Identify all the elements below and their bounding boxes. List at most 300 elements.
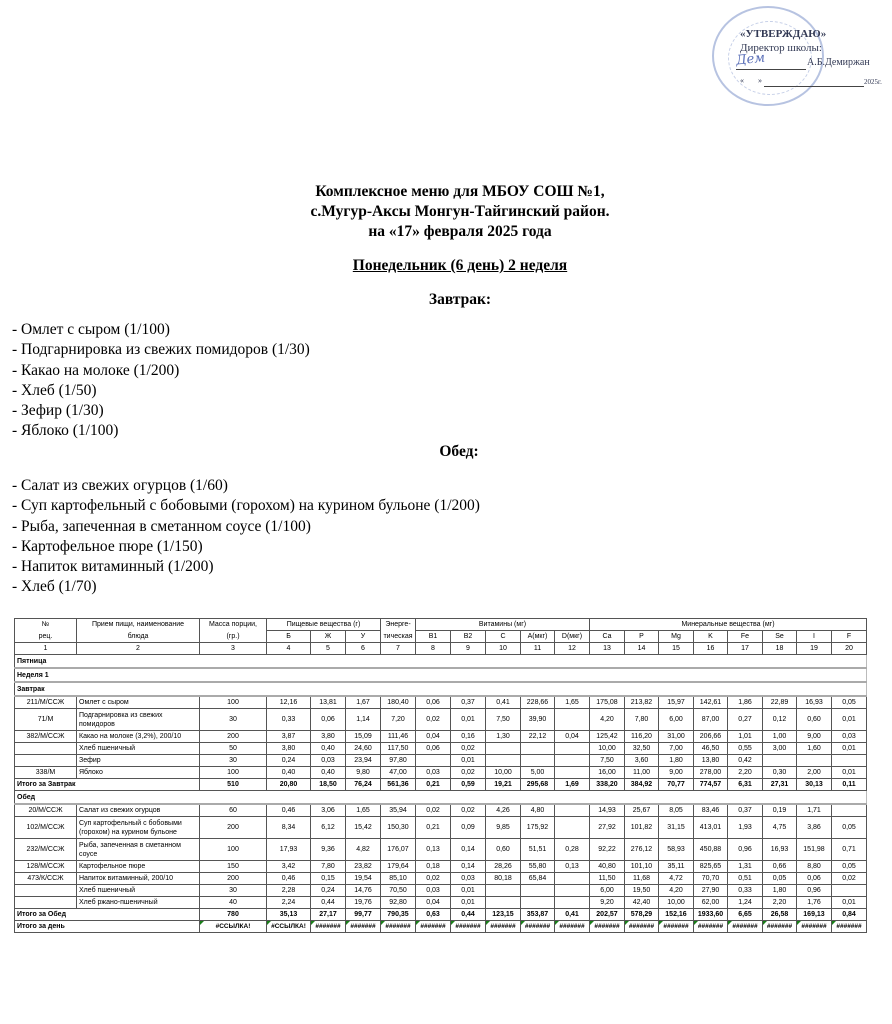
cell-value: 0,05 (832, 817, 867, 839)
cell-value: 28,26 (486, 861, 521, 873)
date-open: « (740, 76, 744, 85)
approval-stamp (712, 6, 884, 106)
cell-value: 30 (200, 755, 267, 767)
menu-day-text: Понедельник (6 день) 2 неделя (352, 257, 568, 274)
col-header-mass-2: (гр.) (200, 631, 267, 643)
cell-value: 116,20 (625, 731, 659, 743)
col-subheader: C (486, 631, 521, 643)
cell-value: 142,61 (694, 696, 728, 709)
list-item: - Хлеб (1/70) (12, 578, 97, 596)
total-value: ####### (521, 921, 555, 933)
cell-value: 0,60 (797, 709, 832, 731)
cell-value: 0,33 (267, 709, 311, 731)
cell-value: 111,46 (381, 731, 416, 743)
total-value: 123,15 (486, 909, 521, 921)
cell-value: 8,80 (797, 861, 832, 873)
cell-value: 58,93 (659, 839, 694, 861)
total-label: Итого за Завтрак (15, 779, 200, 791)
breakfast-heading: Завтрак: (428, 291, 492, 308)
cell-value: 9,36 (311, 839, 346, 861)
cell-value: 40 (200, 897, 267, 909)
cell-value: 47,00 (381, 767, 416, 779)
menu-title-date: на «17» февраля 2025 года (368, 223, 552, 240)
cell-value: 1,80 (659, 755, 694, 767)
total-value: 76,24 (346, 779, 381, 791)
cell-value: 8,34 (267, 817, 311, 839)
list-item: - Зефир (1/30) (12, 402, 104, 420)
cell-value: 179,64 (381, 861, 416, 873)
cell-value: 30 (200, 709, 267, 731)
cell-value: 1,14 (346, 709, 381, 731)
total-value: 18,50 (311, 779, 346, 791)
cell-value: 0,41 (486, 696, 521, 709)
cell-value: 60 (200, 804, 267, 817)
total-value: 35,13 (267, 909, 311, 921)
cell-value: 22,89 (763, 696, 797, 709)
cell-value (832, 804, 867, 817)
cell-value: 117,50 (381, 743, 416, 755)
cell-value: 13,81 (311, 696, 346, 709)
cell-value: 87,00 (694, 709, 728, 731)
cell-value: 101,82 (625, 817, 659, 839)
cell-value: 2,20 (728, 767, 763, 779)
cell-value (555, 743, 590, 755)
cell-value: 23,82 (346, 861, 381, 873)
total-value: 0,11 (832, 779, 867, 791)
total-value: ####### (728, 921, 763, 933)
dish-name: Подгарнировка из свежих помидоров (77, 709, 200, 731)
cell-value: 11,50 (590, 873, 625, 885)
list-item: - Яблоко (1/100) (12, 422, 119, 440)
table-row (15, 885, 867, 897)
cell-value: 92,22 (590, 839, 625, 861)
cell-value: 3,87 (267, 731, 311, 743)
recipe-number: 102/М/ССЖ (15, 817, 77, 839)
cell-value: 0,96 (728, 839, 763, 861)
cell-value: 0,06 (416, 743, 451, 755)
cell-value: 9,00 (659, 767, 694, 779)
total-value: 70,77 (659, 779, 694, 791)
cell-value: 0,04 (416, 731, 451, 743)
approval-heading: «УТВЕРЖДАЮ» (740, 28, 827, 40)
cell-value: 7,00 (659, 743, 694, 755)
col-number: 10 (486, 643, 521, 655)
lunch-list (12, 476, 480, 598)
total-value: 578,29 (625, 909, 659, 921)
cell-value: 101,10 (625, 861, 659, 873)
cell-value: 0,01 (832, 743, 867, 755)
header-row-1 (15, 619, 867, 631)
table-row (15, 897, 867, 909)
cell-value: 0,03 (416, 885, 451, 897)
total-value: 561,36 (381, 779, 416, 791)
day-total-row (15, 921, 867, 933)
col-subheader: B2 (451, 631, 486, 643)
cell-value: 0,01 (451, 885, 486, 897)
col-header-vitamins: Витамины (мг) (416, 619, 590, 631)
cell-value: 9,00 (797, 731, 832, 743)
cell-value: 0,13 (555, 861, 590, 873)
cell-value: 10,00 (590, 743, 625, 755)
cell-value: 0,04 (416, 897, 451, 909)
nutrition-table (14, 618, 867, 933)
cell-value: 125,42 (590, 731, 625, 743)
cell-value: 150 (200, 861, 267, 873)
cell-value (521, 885, 555, 897)
col-number: 16 (694, 643, 728, 655)
col-number: 12 (555, 643, 590, 655)
cell-value: 17,93 (267, 839, 311, 861)
col-number: 1 (15, 643, 77, 655)
cell-value: 1,80 (763, 885, 797, 897)
cell-value: 0,30 (763, 767, 797, 779)
cell-value: 10,00 (486, 767, 521, 779)
cell-value: 0,40 (267, 767, 311, 779)
col-header-mass: Масса порции, (200, 619, 267, 631)
cell-value: 11,68 (625, 873, 659, 885)
cell-value: 0,15 (311, 873, 346, 885)
total-value: ####### (763, 921, 797, 933)
cell-value: 0,04 (555, 731, 590, 743)
total-value: 0,63 (416, 909, 451, 921)
cell-value: 0,02 (416, 709, 451, 731)
total-value: 338,20 (590, 779, 625, 791)
cell-value: 200 (200, 873, 267, 885)
total-value: 169,13 (797, 909, 832, 921)
cell-value: 1,31 (728, 861, 763, 873)
cell-value: 0,21 (416, 817, 451, 839)
col-subheader: Fe (728, 631, 763, 643)
cell-value: 0,01 (832, 897, 867, 909)
total-value: 0,44 (451, 909, 486, 921)
cell-value: 3,42 (267, 861, 311, 873)
cell-value: 1,71 (797, 804, 832, 817)
total-value: 202,57 (590, 909, 625, 921)
cell-value: 0,06 (797, 873, 832, 885)
total-value: #ССЫЛКА! (200, 921, 267, 933)
approval-name: А.Б.Демиржан (807, 57, 870, 68)
total-value: ####### (311, 921, 346, 933)
cell-value (555, 897, 590, 909)
total-value: ####### (590, 921, 625, 933)
cell-value: 0,60 (486, 839, 521, 861)
dish-name: Суп картофельный с бобовыми (горохом) на курином бульоне (77, 817, 200, 839)
cell-value: 0,13 (416, 839, 451, 861)
cell-value (555, 709, 590, 731)
cell-value: 0,05 (763, 873, 797, 885)
total-value: ####### (346, 921, 381, 933)
total-value: 774,57 (694, 779, 728, 791)
cell-value (486, 743, 521, 755)
dish-name: Напиток витаминный, 200/10 (77, 873, 200, 885)
cell-value: 1,67 (346, 696, 381, 709)
approval-year: 2025г. (864, 78, 882, 86)
dish-name: Хлеб пшеничный (77, 743, 200, 755)
cell-value: 0,14 (451, 861, 486, 873)
dish-name: Рыба, запеченная в сметанном соусе (77, 839, 200, 861)
cell-value: 176,07 (381, 839, 416, 861)
col-header-nutrients: Пищевые вещества (г) (267, 619, 381, 631)
cell-value: 80,18 (486, 873, 521, 885)
cell-value (486, 885, 521, 897)
dish-name: Хлеб пшеничный (77, 885, 200, 897)
section-breakfast (15, 682, 867, 696)
col-header-energy-2: тическая (381, 631, 416, 643)
cell-value: 0,03 (416, 767, 451, 779)
cell-value: 16,93 (797, 696, 832, 709)
cell-value: 1,76 (797, 897, 832, 909)
cell-value: 1,01 (728, 731, 763, 743)
cell-value: 0,55 (728, 743, 763, 755)
list-item: - Салат из свежих огурцов (1/60) (12, 477, 228, 494)
cell-value: 9,20 (590, 897, 625, 909)
table-row (15, 755, 867, 767)
cell-value: 97,80 (381, 755, 416, 767)
cell-value: 39,90 (521, 709, 555, 731)
cell-value: 35,11 (659, 861, 694, 873)
cell-value: 22,12 (521, 731, 555, 743)
cell-value: 35,94 (381, 804, 416, 817)
col-subheader: D(мкг) (555, 631, 590, 643)
recipe-number: 473/К/ССЖ (15, 873, 77, 885)
cell-value: 6,12 (311, 817, 346, 839)
cell-value: 0,51 (728, 873, 763, 885)
cell-value: 4,20 (659, 885, 694, 897)
cell-value: 151,98 (797, 839, 832, 861)
cell-value: 62,00 (694, 897, 728, 909)
cell-value: 0,96 (797, 885, 832, 897)
table-row (15, 804, 867, 817)
dish-name: Хлеб ржано-пшеничный (77, 897, 200, 909)
col-number: 20 (832, 643, 867, 655)
cell-value: 19,54 (346, 873, 381, 885)
col-subheader: Mg (659, 631, 694, 643)
cell-value: 23,94 (346, 755, 381, 767)
list-item: - Напиток витаминный (1/200) (12, 558, 214, 576)
cell-value: 3,60 (625, 755, 659, 767)
cell-value: 5,00 (521, 767, 555, 779)
cell-value: 200 (200, 731, 267, 743)
cell-value: 27,92 (590, 817, 625, 839)
col-number: 9 (451, 643, 486, 655)
cell-value: 0,09 (451, 817, 486, 839)
cell-value: 0,14 (451, 839, 486, 861)
cell-value: 70,70 (694, 873, 728, 885)
total-value: 99,77 (346, 909, 381, 921)
cell-value: 0,18 (416, 861, 451, 873)
cell-value: 1,00 (763, 731, 797, 743)
table-row (15, 817, 867, 839)
col-number: 2 (77, 643, 200, 655)
total-value: ####### (486, 921, 521, 933)
col-subheader: A(мкг) (521, 631, 555, 643)
header-row-2 (15, 631, 867, 643)
cell-value: 0,37 (451, 696, 486, 709)
total-value: 353,87 (521, 909, 555, 921)
cell-value: 0,01 (451, 709, 486, 731)
cell-value: 7,20 (381, 709, 416, 731)
dish-name: Зефир (77, 755, 200, 767)
cell-value: 3,06 (311, 804, 346, 817)
col-subheader: K (694, 631, 728, 643)
dish-name: Яблоко (77, 767, 200, 779)
total-value: ####### (416, 921, 451, 933)
cell-value: 4,20 (590, 709, 625, 731)
cell-value (555, 767, 590, 779)
cell-value (521, 755, 555, 767)
recipe-number: 211/М/ССЖ (15, 696, 77, 709)
breakfast-list (12, 320, 310, 442)
cell-value: 100 (200, 696, 267, 709)
recipe-number: 71/М (15, 709, 77, 731)
table-row (15, 696, 867, 709)
cell-value: 51,51 (521, 839, 555, 861)
cell-value: 100 (200, 767, 267, 779)
cell-value: 15,09 (346, 731, 381, 743)
cell-value: 0,24 (311, 885, 346, 897)
cell-value: 9,80 (346, 767, 381, 779)
cell-value: 0,05 (832, 861, 867, 873)
cell-value: 0,03 (451, 873, 486, 885)
total-value: 20,80 (267, 779, 311, 791)
section-breakfast-label: Завтрак (15, 682, 867, 696)
dish-name: Салат из свежих огурцов (77, 804, 200, 817)
cell-value: 55,80 (521, 861, 555, 873)
cell-value: 0,01 (451, 897, 486, 909)
cell-value: 32,50 (625, 743, 659, 755)
cell-value (555, 804, 590, 817)
cell-value: 0,03 (832, 731, 867, 743)
cell-value: 0,01 (451, 755, 486, 767)
cell-value: 180,40 (381, 696, 416, 709)
total-label: Итого за день (15, 921, 200, 933)
list-item: - Суп картофельный с бобовыми (горохом) на курином бульоне (1/200) (12, 497, 480, 515)
cell-value: 70,50 (381, 885, 416, 897)
cell-value: 2,24 (267, 897, 311, 909)
cell-value (555, 755, 590, 767)
date-close: » (758, 76, 762, 85)
cell-value: 42,40 (625, 897, 659, 909)
total-value: #ССЫЛКА! (267, 921, 311, 933)
cell-value: 0,02 (451, 804, 486, 817)
total-value: ####### (832, 921, 867, 933)
total-value: 510 (200, 779, 267, 791)
cell-value: 3,00 (763, 743, 797, 755)
menu-title-line2: с.Мугур-Аксы Монгун-Тайгинский район. (310, 203, 610, 220)
cell-value: 200 (200, 817, 267, 839)
cell-value (832, 885, 867, 897)
cell-value: 3,86 (797, 817, 832, 839)
cell-value: 4,72 (659, 873, 694, 885)
cell-value: 0,66 (763, 861, 797, 873)
dish-name: Омлет с сыром (77, 696, 200, 709)
dish-name: Какао на молоке (3,2%), 200/10 (77, 731, 200, 743)
cell-value: 3,80 (267, 743, 311, 755)
list-item: - Рыба, запеченная в сметанном соусе (1/100) (12, 517, 311, 535)
table-row (15, 709, 867, 731)
total-value: ####### (659, 921, 694, 933)
cell-value: 0,06 (416, 696, 451, 709)
cell-value (486, 897, 521, 909)
cell-value: 4,75 (763, 817, 797, 839)
cell-value: 0,12 (763, 709, 797, 731)
cell-value: 8,05 (659, 804, 694, 817)
total-value: 0,41 (555, 909, 590, 921)
col-number: 5 (311, 643, 346, 655)
cell-value: 46,50 (694, 743, 728, 755)
col-header-name-2: блюда (77, 631, 200, 643)
cell-value: 0,40 (311, 767, 346, 779)
col-header-energy: Энерге- (381, 619, 416, 631)
total-value: ####### (555, 921, 590, 933)
cell-value: 10,00 (659, 897, 694, 909)
cell-value: 16,93 (763, 839, 797, 861)
col-subheader: Ca (590, 631, 625, 643)
cell-value: 0,46 (267, 873, 311, 885)
recipe-number (15, 897, 77, 909)
cell-value (486, 755, 521, 767)
cell-value: 27,90 (694, 885, 728, 897)
seal-icon (712, 6, 827, 106)
col-subheader: Ж (311, 631, 346, 643)
total-value: ####### (451, 921, 486, 933)
cell-value: 0,37 (728, 804, 763, 817)
cell-value: 25,67 (625, 804, 659, 817)
table-row (15, 861, 867, 873)
cell-value: 1,65 (555, 696, 590, 709)
cell-value: 13,80 (694, 755, 728, 767)
col-number: 13 (590, 643, 625, 655)
cell-value: 4,80 (521, 804, 555, 817)
cell-value: 228,66 (521, 696, 555, 709)
cell-value: 16,00 (590, 767, 625, 779)
table-row (15, 731, 867, 743)
cell-value: 1,24 (728, 897, 763, 909)
recipe-number: 232/М/ССЖ (15, 839, 77, 861)
section-week-label: Неделя 1 (15, 668, 867, 682)
total-value: 26,58 (763, 909, 797, 921)
recipe-number: 128/М/ССЖ (15, 861, 77, 873)
section-day-label: Пятница (15, 655, 867, 669)
total-value: 30,13 (797, 779, 832, 791)
cell-value: 2,28 (267, 885, 311, 897)
cell-value: 31,00 (659, 731, 694, 743)
table-row (15, 839, 867, 861)
col-subheader: У (346, 631, 381, 643)
total-row (15, 779, 867, 791)
total-value: ####### (625, 921, 659, 933)
cell-value: 825,65 (694, 861, 728, 873)
cell-value: 0,16 (451, 731, 486, 743)
col-subheader: Б (267, 631, 311, 643)
cell-value: 175,08 (590, 696, 625, 709)
cell-value: 0,02 (416, 873, 451, 885)
col-number: 6 (346, 643, 381, 655)
cell-value: 0,02 (416, 804, 451, 817)
total-row (15, 909, 867, 921)
cell-value (555, 873, 590, 885)
table-row (15, 767, 867, 779)
cell-value: 0,19 (763, 804, 797, 817)
cell-value: 11,00 (625, 767, 659, 779)
menu-day-heading (0, 256, 892, 276)
cell-value: 19,76 (346, 897, 381, 909)
cell-value: 24,60 (346, 743, 381, 755)
cell-value: 0,24 (267, 755, 311, 767)
list-item: - Картофельное пюре (1/150) (12, 537, 203, 555)
cell-value (797, 755, 832, 767)
total-value: 1933,60 (694, 909, 728, 921)
